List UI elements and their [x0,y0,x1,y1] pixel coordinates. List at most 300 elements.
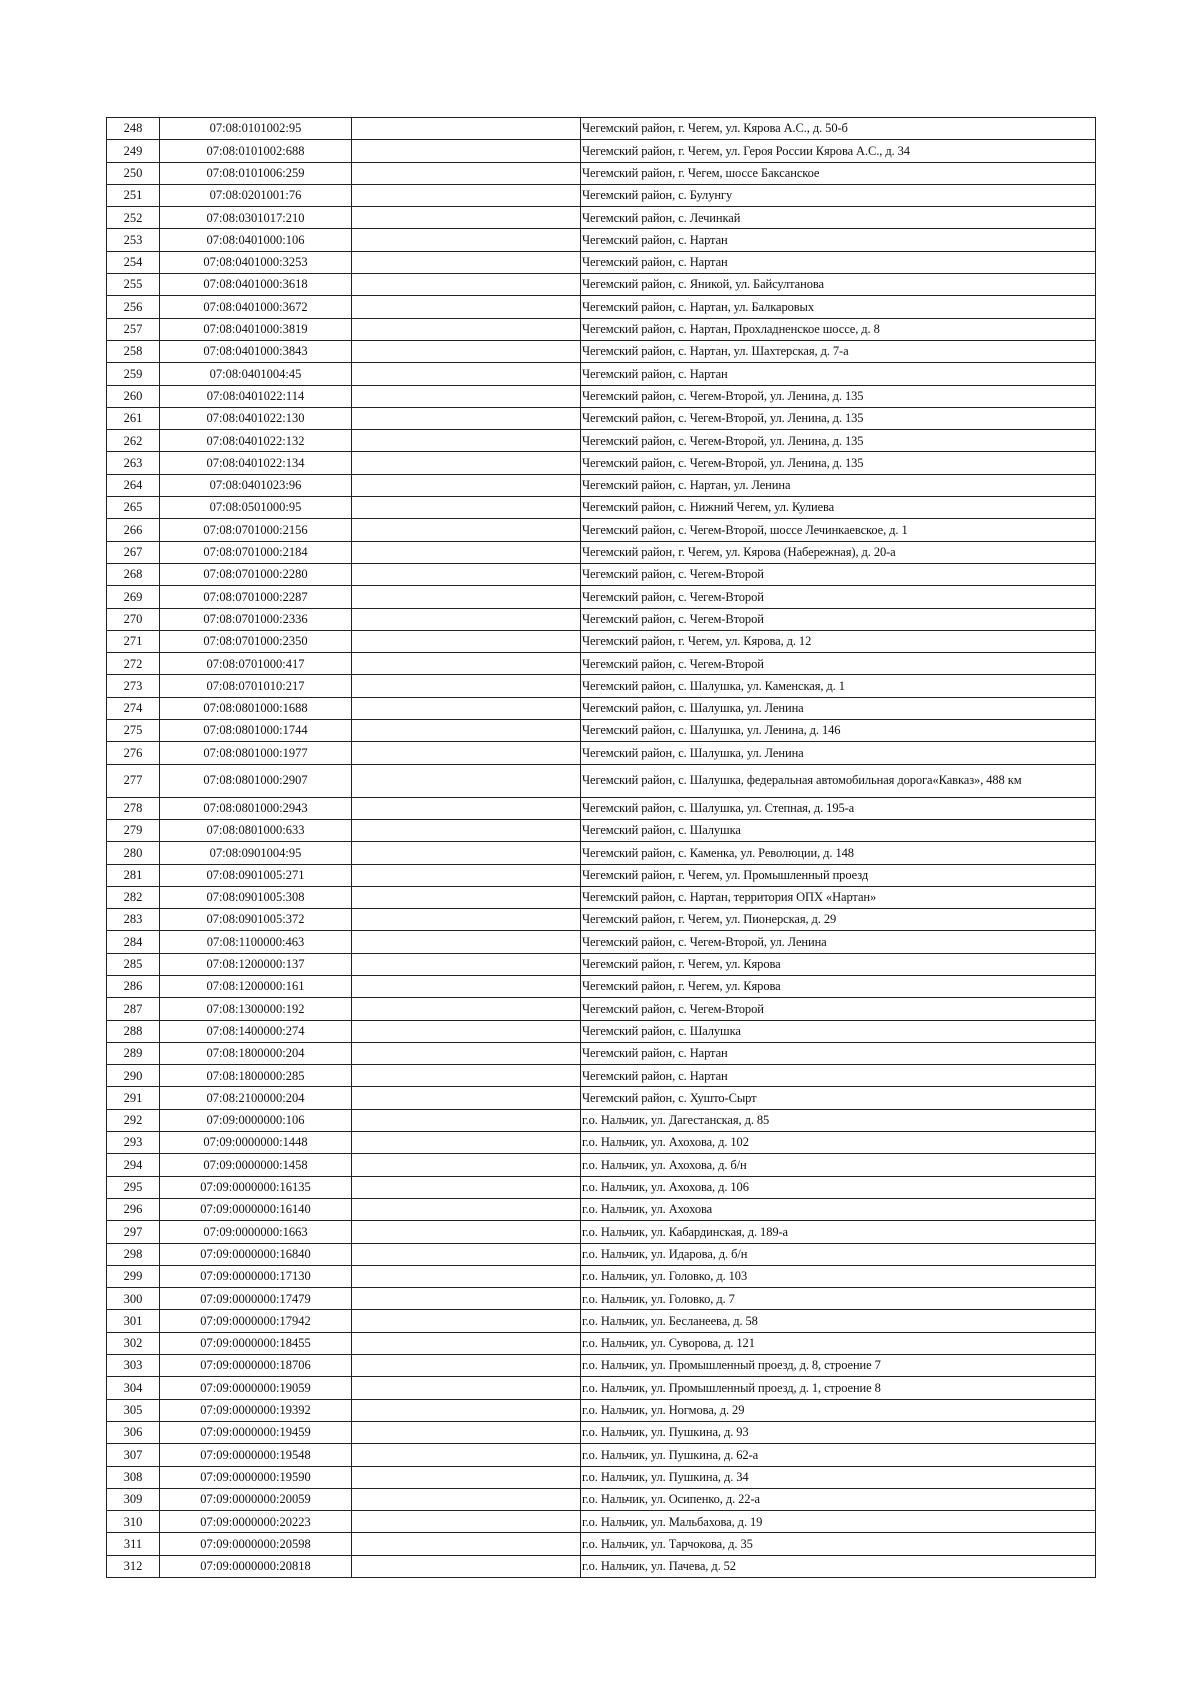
address-cell: Чегемский район, с. Чегем-Второй [581,563,1096,585]
cadastral-number: 07:08:0901005:372 [160,909,352,931]
row-number: 288 [107,1020,160,1042]
address-cell: Чегемский район, с. Шалушка, ул. Степная, д. 195-а [581,797,1096,819]
address-cell: Чегемский район, с. Чегем-Второй [581,608,1096,630]
empty-cell [352,1198,581,1220]
empty-cell [352,1020,581,1042]
address-cell: Чегемский район, с. Хушто-Сырт [581,1087,1096,1109]
empty-cell [352,296,581,318]
table-row [107,953,1096,975]
address-cell: г.о. Нальчик, ул. Пачева, д. 52 [581,1555,1096,1577]
cadastral-number: 07:08:0701000:2280 [160,563,352,585]
table-row [107,1310,1096,1332]
table-row [107,430,1096,452]
address-cell: Чегемский район, с. Чегем-Второй [581,998,1096,1020]
empty-cell [352,340,581,362]
address-cell: Чегемский район, с. Нартан, Прохладненское шоссе, д. 8 [581,318,1096,340]
table-row [107,653,1096,675]
row-number: 249 [107,140,160,162]
table-row [107,274,1096,296]
empty-cell [352,675,581,697]
table-row [107,1154,1096,1176]
empty-cell [352,586,581,608]
empty-cell [352,1176,581,1198]
row-number: 300 [107,1288,160,1310]
empty-cell [352,1288,581,1310]
cadastral-number: 07:08:0101006:259 [160,162,352,184]
table-row [107,630,1096,652]
empty-cell [352,474,581,496]
empty-cell [352,1154,581,1176]
cadastral-number: 07:08:0801000:1977 [160,742,352,764]
cadastral-number: 07:09:0000000:17130 [160,1265,352,1287]
empty-cell [352,975,581,997]
cadastral-number: 07:08:0901005:308 [160,886,352,908]
table-row [107,296,1096,318]
empty-cell [352,1243,581,1265]
cadastral-number: 07:09:0000000:20223 [160,1511,352,1533]
address-cell: Чегемский район, с. Каменка, ул. Революции, д. 148 [581,842,1096,864]
address-cell: Чегемский район, с. Чегем-Второй [581,653,1096,675]
empty-cell [352,1221,581,1243]
cadastral-number: 07:08:0401000:3843 [160,340,352,362]
row-number: 281 [107,864,160,886]
empty-cell [352,1310,581,1332]
table-row [107,385,1096,407]
table-row [107,1132,1096,1154]
row-number: 253 [107,229,160,251]
row-number: 284 [107,931,160,953]
cadastral-number: 07:08:0301017:210 [160,207,352,229]
row-number: 307 [107,1444,160,1466]
table-row [107,1109,1096,1131]
table-row [107,452,1096,474]
cadastral-number: 07:08:1200000:161 [160,975,352,997]
property-table-body [107,118,1096,1578]
empty-cell [352,162,581,184]
cadastral-number: 07:09:0000000:17942 [160,1310,352,1332]
row-number: 290 [107,1065,160,1087]
empty-cell [352,931,581,953]
table-row [107,975,1096,997]
empty-cell [352,385,581,407]
empty-cell [352,1332,581,1354]
table-row [107,1511,1096,1533]
table-row [107,1065,1096,1087]
row-number: 303 [107,1355,160,1377]
row-number: 296 [107,1198,160,1220]
address-cell: Чегемский район, г. Чегем, ул. Кярова (Набережная), д. 20-а [581,541,1096,563]
empty-cell [352,497,581,519]
address-cell: Чегемский район, г. Чегем, ул. Кярова [581,953,1096,975]
address-cell: г.о. Нальчик, ул. Дагестанская, д. 85 [581,1109,1096,1131]
empty-cell [352,1265,581,1287]
cadastral-number: 07:09:0000000:1663 [160,1221,352,1243]
row-number: 294 [107,1154,160,1176]
row-number: 262 [107,430,160,452]
empty-cell [352,1444,581,1466]
address-cell: Чегемский район, с. Шалушка [581,819,1096,841]
empty-cell [352,1488,581,1510]
address-cell: Чегемский район, г. Чегем, ул. Кярова [581,975,1096,997]
table-row [107,541,1096,563]
row-number: 252 [107,207,160,229]
row-number: 266 [107,519,160,541]
address-cell: Чегемский район, с. Лечинкай [581,207,1096,229]
empty-cell [352,407,581,429]
empty-cell [352,1042,581,1064]
table-row [107,1020,1096,1042]
row-number: 311 [107,1533,160,1555]
empty-cell [352,229,581,251]
address-cell: Чегемский район, с. Шалушка, ул. Каменская, д. 1 [581,675,1096,697]
table-row [107,1265,1096,1287]
row-number: 261 [107,407,160,429]
cadastral-number: 07:08:0401004:45 [160,363,352,385]
cadastral-number: 07:08:0701000:2336 [160,608,352,630]
row-number: 265 [107,497,160,519]
cadastral-number: 07:09:0000000:20059 [160,1488,352,1510]
table-row [107,118,1096,140]
address-cell: г.о. Нальчик, ул. Пушкина, д. 62-а [581,1444,1096,1466]
table-row [107,207,1096,229]
address-cell: г.о. Нальчик, ул. Ахохова, д. б/н [581,1154,1096,1176]
address-cell: Чегемский район, с. Нартан [581,229,1096,251]
row-number: 275 [107,720,160,742]
cadastral-number: 07:08:1100000:463 [160,931,352,953]
row-number: 271 [107,630,160,652]
empty-cell [352,797,581,819]
address-cell: Чегемский район, с. Шалушка, федеральная автомобильная дорога«Кавказ», 488 км [581,764,1096,797]
empty-cell [352,742,581,764]
cadastral-number: 07:09:0000000:18706 [160,1355,352,1377]
table-row [107,318,1096,340]
cadastral-number: 07:09:0000000:19590 [160,1466,352,1488]
empty-cell [352,608,581,630]
address-cell: Чегемский район, с. Шалушка, ул. Ленина [581,697,1096,719]
address-cell: г.о. Нальчик, ул. Мальбахова, д. 19 [581,1511,1096,1533]
row-number: 289 [107,1042,160,1064]
row-number: 304 [107,1377,160,1399]
row-number: 260 [107,385,160,407]
row-number: 280 [107,842,160,864]
row-number: 256 [107,296,160,318]
row-number: 254 [107,251,160,273]
address-cell: Чегемский район, с. Нартан [581,1065,1096,1087]
table-row [107,1042,1096,1064]
address-cell: Чегемский район, с. Нартан [581,1042,1096,1064]
empty-cell [352,207,581,229]
cadastral-number: 07:08:0201001:76 [160,184,352,206]
table-row [107,1087,1096,1109]
address-cell: Чегемский район, с. Нижний Чегем, ул. Кулиева [581,497,1096,519]
table-row [107,819,1096,841]
cadastral-number: 07:08:0401000:106 [160,229,352,251]
empty-cell [352,953,581,975]
cadastral-number: 07:08:0701000:2350 [160,630,352,652]
row-number: 283 [107,909,160,931]
cadastral-number: 07:08:0801000:633 [160,819,352,841]
address-cell: Чегемский район, с. Чегем-Второй, ул. Ленина, д. 135 [581,407,1096,429]
address-cell: г.о. Нальчик, ул. Пушкина, д. 34 [581,1466,1096,1488]
address-cell: Чегемский район, г. Чегем, ул. Героя России Кярова А.С., д. 34 [581,140,1096,162]
address-cell: г.о. Нальчик, ул. Кабардинская, д. 189-а [581,1221,1096,1243]
row-number: 276 [107,742,160,764]
cadastral-number: 07:08:0801000:2907 [160,764,352,797]
row-number: 268 [107,563,160,585]
address-cell: Чегемский район, г. Чегем, ул. Промышленный проезд [581,864,1096,886]
row-number: 308 [107,1466,160,1488]
table-row [107,797,1096,819]
cadastral-number: 07:08:0401000:3618 [160,274,352,296]
address-cell: Чегемский район, с. Чегем-Второй, ул. Ленина, д. 135 [581,430,1096,452]
row-number: 267 [107,541,160,563]
cadastral-number: 07:08:1200000:137 [160,953,352,975]
row-number: 291 [107,1087,160,1109]
row-number: 309 [107,1488,160,1510]
row-number: 312 [107,1555,160,1577]
row-number: 255 [107,274,160,296]
row-number: 277 [107,764,160,797]
table-row [107,407,1096,429]
empty-cell [352,842,581,864]
table-row [107,1488,1096,1510]
address-cell: г.о. Нальчик, ул. Головко, д. 7 [581,1288,1096,1310]
empty-cell [352,430,581,452]
address-cell: Чегемский район, с. Шалушка [581,1020,1096,1042]
table-row [107,1332,1096,1354]
table-row [107,1466,1096,1488]
table-row [107,998,1096,1020]
cadastral-number: 07:09:0000000:1458 [160,1154,352,1176]
table-row [107,586,1096,608]
empty-cell [352,1087,581,1109]
empty-cell [352,909,581,931]
row-number: 279 [107,819,160,841]
empty-cell [352,541,581,563]
cadastral-number: 07:08:0701000:2156 [160,519,352,541]
table-row [107,697,1096,719]
row-number: 273 [107,675,160,697]
cadastral-number: 07:08:0901005:271 [160,864,352,886]
cadastral-number: 07:08:0801000:1744 [160,720,352,742]
table-row [107,1198,1096,1220]
cadastral-number: 07:08:1400000:274 [160,1020,352,1042]
address-cell: г.о. Нальчик, ул. Промышленный проезд, д. 1, строение 8 [581,1377,1096,1399]
cadastral-number: 07:09:0000000:16140 [160,1198,352,1220]
cadastral-number: 07:08:0401022:134 [160,452,352,474]
cadastral-number: 07:08:0801000:2943 [160,797,352,819]
cadastral-number: 07:09:0000000:20598 [160,1533,352,1555]
cadastral-number: 07:08:1800000:285 [160,1065,352,1087]
address-cell: г.о. Нальчик, ул. Бесланеева, д. 58 [581,1310,1096,1332]
row-number: 251 [107,184,160,206]
cadastral-number: 07:08:0401000:3819 [160,318,352,340]
table-row [107,1176,1096,1198]
table-row [107,1533,1096,1555]
cadastral-number: 07:08:0701000:2287 [160,586,352,608]
table-row [107,764,1096,797]
empty-cell [352,1555,581,1577]
cadastral-number: 07:09:0000000:19548 [160,1444,352,1466]
cadastral-number: 07:08:2100000:204 [160,1087,352,1109]
row-number: 258 [107,340,160,362]
row-number: 269 [107,586,160,608]
empty-cell [352,864,581,886]
empty-cell [352,519,581,541]
row-number: 270 [107,608,160,630]
table-row [107,563,1096,585]
cadastral-number: 07:08:0401022:130 [160,407,352,429]
empty-cell [352,1511,581,1533]
empty-cell [352,1065,581,1087]
table-row [107,184,1096,206]
table-row [107,675,1096,697]
cadastral-number: 07:09:0000000:19059 [160,1377,352,1399]
table-row [107,886,1096,908]
row-number: 264 [107,474,160,496]
table-row [107,229,1096,251]
row-number: 295 [107,1176,160,1198]
table-row [107,140,1096,162]
table-row [107,931,1096,953]
table-row [107,1377,1096,1399]
address-cell: Чегемский район, с. Чегем-Второй, ул. Ленина, д. 135 [581,385,1096,407]
table-row [107,1399,1096,1421]
cadastral-number: 07:08:0401022:132 [160,430,352,452]
address-cell: г.о. Нальчик, ул. Ахохова [581,1198,1096,1220]
address-cell: Чегемский район, г. Чегем, шоссе Баксанское [581,162,1096,184]
table-row [107,720,1096,742]
address-cell: г.о. Нальчик, ул. Идарова, д. б/н [581,1243,1096,1265]
cadastral-number: 07:09:0000000:18455 [160,1332,352,1354]
row-number: 287 [107,998,160,1020]
empty-cell [352,251,581,273]
table-row [107,1421,1096,1443]
row-number: 298 [107,1243,160,1265]
cadastral-number: 07:09:0000000:16135 [160,1176,352,1198]
address-cell: г.о. Нальчик, ул. Пушкина, д. 93 [581,1421,1096,1443]
address-cell: г.о. Нальчик, ул. Промышленный проезд, д. 8, строение 7 [581,1355,1096,1377]
row-number: 274 [107,697,160,719]
empty-cell [352,118,581,140]
row-number: 285 [107,953,160,975]
cadastral-number: 07:08:0101002:95 [160,118,352,140]
empty-cell [352,630,581,652]
empty-cell [352,1421,581,1443]
cadastral-number: 07:08:0401000:3672 [160,296,352,318]
table-row [107,162,1096,184]
empty-cell [352,563,581,585]
empty-cell [352,318,581,340]
row-number: 299 [107,1265,160,1287]
address-cell: Чегемский район, с. Нартан [581,363,1096,385]
cadastral-number: 07:09:0000000:106 [160,1109,352,1131]
address-cell: Чегемский район, с. Яникой, ул. Байсултанова [581,274,1096,296]
cadastral-number: 07:09:0000000:19392 [160,1399,352,1421]
row-number: 272 [107,653,160,675]
empty-cell [352,184,581,206]
row-number: 297 [107,1221,160,1243]
cadastral-number: 07:08:1300000:192 [160,998,352,1020]
empty-cell [352,363,581,385]
row-number: 292 [107,1109,160,1131]
empty-cell [352,819,581,841]
table-row [107,1444,1096,1466]
row-number: 257 [107,318,160,340]
empty-cell [352,1109,581,1131]
table-row [107,1288,1096,1310]
empty-cell [352,274,581,296]
address-cell: г.о. Нальчик, ул. Ахохова, д. 106 [581,1176,1096,1198]
table-row [107,1555,1096,1577]
empty-cell [352,1132,581,1154]
row-number: 293 [107,1132,160,1154]
row-number: 286 [107,975,160,997]
table-row [107,474,1096,496]
cadastral-number: 07:08:0701000:2184 [160,541,352,563]
empty-cell [352,653,581,675]
address-cell: г.о. Нальчик, ул. Ногмова, д. 29 [581,1399,1096,1421]
address-cell: Чегемский район, г. Чегем, ул. Кярова А.С., д. 50-б [581,118,1096,140]
row-number: 306 [107,1421,160,1443]
property-table [106,117,1096,1578]
cadastral-number: 07:08:0901004:95 [160,842,352,864]
empty-cell [352,886,581,908]
row-number: 259 [107,363,160,385]
address-cell: г.о. Нальчик, ул. Тарчокова, д. 35 [581,1533,1096,1555]
row-number: 302 [107,1332,160,1354]
address-cell: Чегемский район, с. Чегем-Второй, ул. Ленина [581,931,1096,953]
cadastral-number: 07:09:0000000:20818 [160,1555,352,1577]
address-cell: Чегемский район, с. Нартан, территория ОПХ «Нартан» [581,886,1096,908]
empty-cell [352,764,581,797]
address-cell: Чегемский район, г. Чегем, ул. Пионерская, д. 29 [581,909,1096,931]
row-number: 263 [107,452,160,474]
cadastral-number: 07:09:0000000:19459 [160,1421,352,1443]
address-cell: г.о. Нальчик, ул. Ахохова, д. 102 [581,1132,1096,1154]
table-row [107,864,1096,886]
address-cell: Чегемский район, с. Шалушка, ул. Ленина, д. 146 [581,720,1096,742]
row-number: 250 [107,162,160,184]
address-cell: Чегемский район, с. Чегем-Второй, ул. Ленина, д. 135 [581,452,1096,474]
table-row [107,1355,1096,1377]
table-row [107,909,1096,931]
table-row [107,340,1096,362]
cadastral-number: 07:08:0501000:95 [160,497,352,519]
row-number: 310 [107,1511,160,1533]
table-row [107,742,1096,764]
address-cell: г.о. Нальчик, ул. Суворова, д. 121 [581,1332,1096,1354]
empty-cell [352,720,581,742]
cadastral-number: 07:08:0401000:3253 [160,251,352,273]
cadastral-number: 07:08:0401022:114 [160,385,352,407]
cadastral-number: 07:08:0401023:96 [160,474,352,496]
table-row [107,1221,1096,1243]
row-number: 282 [107,886,160,908]
empty-cell [352,998,581,1020]
address-cell: Чегемский район, с. Нартан, ул. Балкаровых [581,296,1096,318]
empty-cell [352,140,581,162]
table-row [107,363,1096,385]
address-cell: Чегемский район, с. Нартан, ул. Ленина [581,474,1096,496]
cadastral-number: 07:08:1800000:204 [160,1042,352,1064]
address-cell: Чегемский район, с. Нартан [581,251,1096,273]
table-row [107,608,1096,630]
table-row [107,1243,1096,1265]
cadastral-number: 07:08:0801000:1688 [160,697,352,719]
empty-cell [352,1377,581,1399]
cadastral-number: 07:09:0000000:1448 [160,1132,352,1154]
